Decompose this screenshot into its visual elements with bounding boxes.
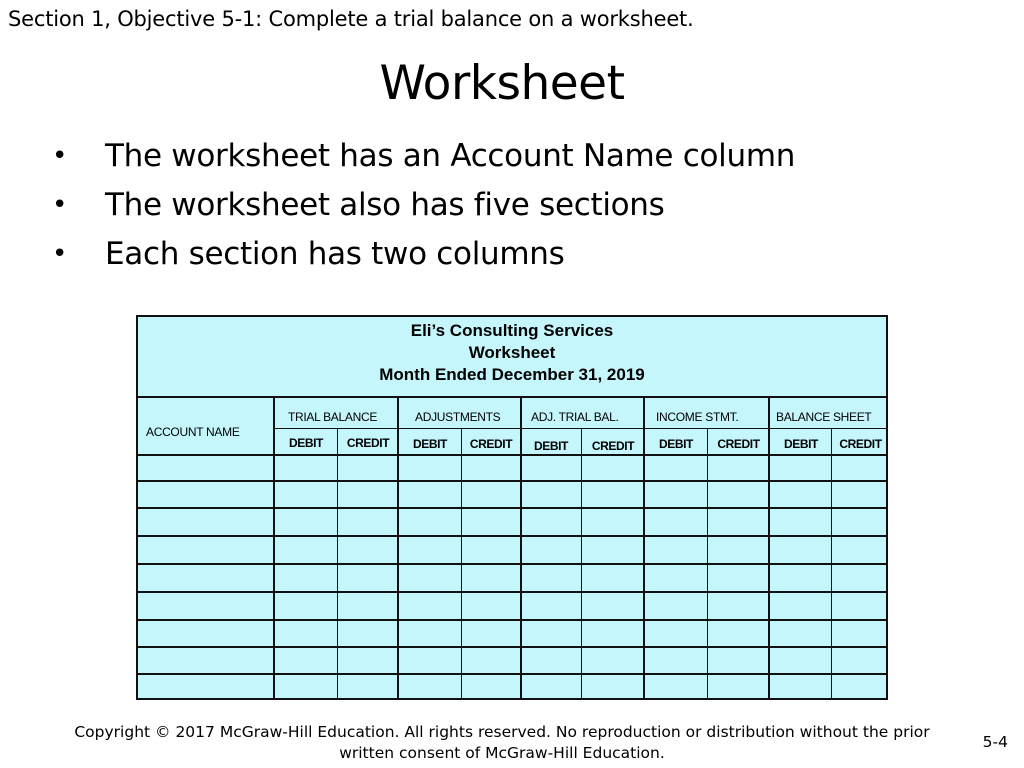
bullet-text: Each section has two columns — [105, 236, 565, 272]
grid-line — [643, 398, 645, 698]
grid-line — [274, 428, 888, 429]
grid-line — [273, 398, 275, 698]
worksheet-title: Worksheet — [468, 343, 556, 362]
worksheet-header — [138, 317, 886, 398]
column-header-credit: CREDIT — [469, 437, 513, 451]
column-header-debit: DEBIT — [533, 439, 568, 453]
grid-line — [138, 591, 888, 593]
bullet-icon: • — [52, 239, 68, 269]
column-header-credit: CREDIT — [346, 436, 390, 450]
column-header-credit: CREDIT — [839, 437, 882, 451]
copyright-footer: Copyright © 2017 McGraw-Hill Education. All rights reserved. No reproduction or distribution without the prior written consent of McGraw-Hill Education. — [74, 723, 930, 762]
grid-line — [397, 398, 399, 698]
worksheet-form — [136, 315, 888, 700]
bullet-icon: • — [52, 190, 68, 220]
section-header-income-stmt: INCOME STMT. — [656, 410, 739, 424]
grid-line — [768, 398, 770, 698]
column-header-credit: CREDIT — [717, 437, 760, 451]
grid-line — [138, 619, 888, 621]
account-name-header: ACCOUNT NAME — [146, 425, 240, 439]
section-header-adj-trial-bal: ADJ. TRIAL BAL. — [531, 410, 619, 424]
bullet-text: The worksheet also has five sections — [105, 187, 665, 223]
bullet-text: The worksheet has an Account Name column — [105, 138, 796, 174]
column-header-debit: DEBIT — [783, 437, 818, 451]
grid-line — [138, 454, 888, 456]
section-header-trial-balance: TRIAL BALANCE — [288, 410, 378, 424]
grid-line — [138, 535, 888, 537]
column-header-debit: DEBIT — [288, 436, 323, 450]
grid-line — [138, 480, 888, 482]
grid-line — [138, 507, 888, 509]
objective-heading: Section 1, Objective 5-1: Complete a trial balance on a worksheet. — [8, 7, 694, 31]
section-header-adjustments: ADJUSTMENTS — [415, 410, 501, 424]
slide-title: Worksheet — [379, 56, 625, 111]
section-header-balance-sheet: BALANCE SHEET — [776, 410, 872, 424]
grid-line — [520, 398, 522, 698]
page-number: 5-4 — [982, 733, 1008, 751]
column-header-credit: CREDIT — [591, 439, 635, 453]
grid-line — [138, 673, 888, 675]
worksheet-company: Eli’s Consulting Services — [410, 321, 614, 340]
grid-line — [138, 563, 888, 565]
column-header-debit: DEBIT — [412, 437, 447, 451]
bullet-icon: • — [52, 141, 68, 171]
grid-line — [138, 646, 888, 648]
column-header-debit: DEBIT — [658, 437, 693, 451]
worksheet-period: Month Ended December 31, 2019 — [379, 365, 645, 384]
